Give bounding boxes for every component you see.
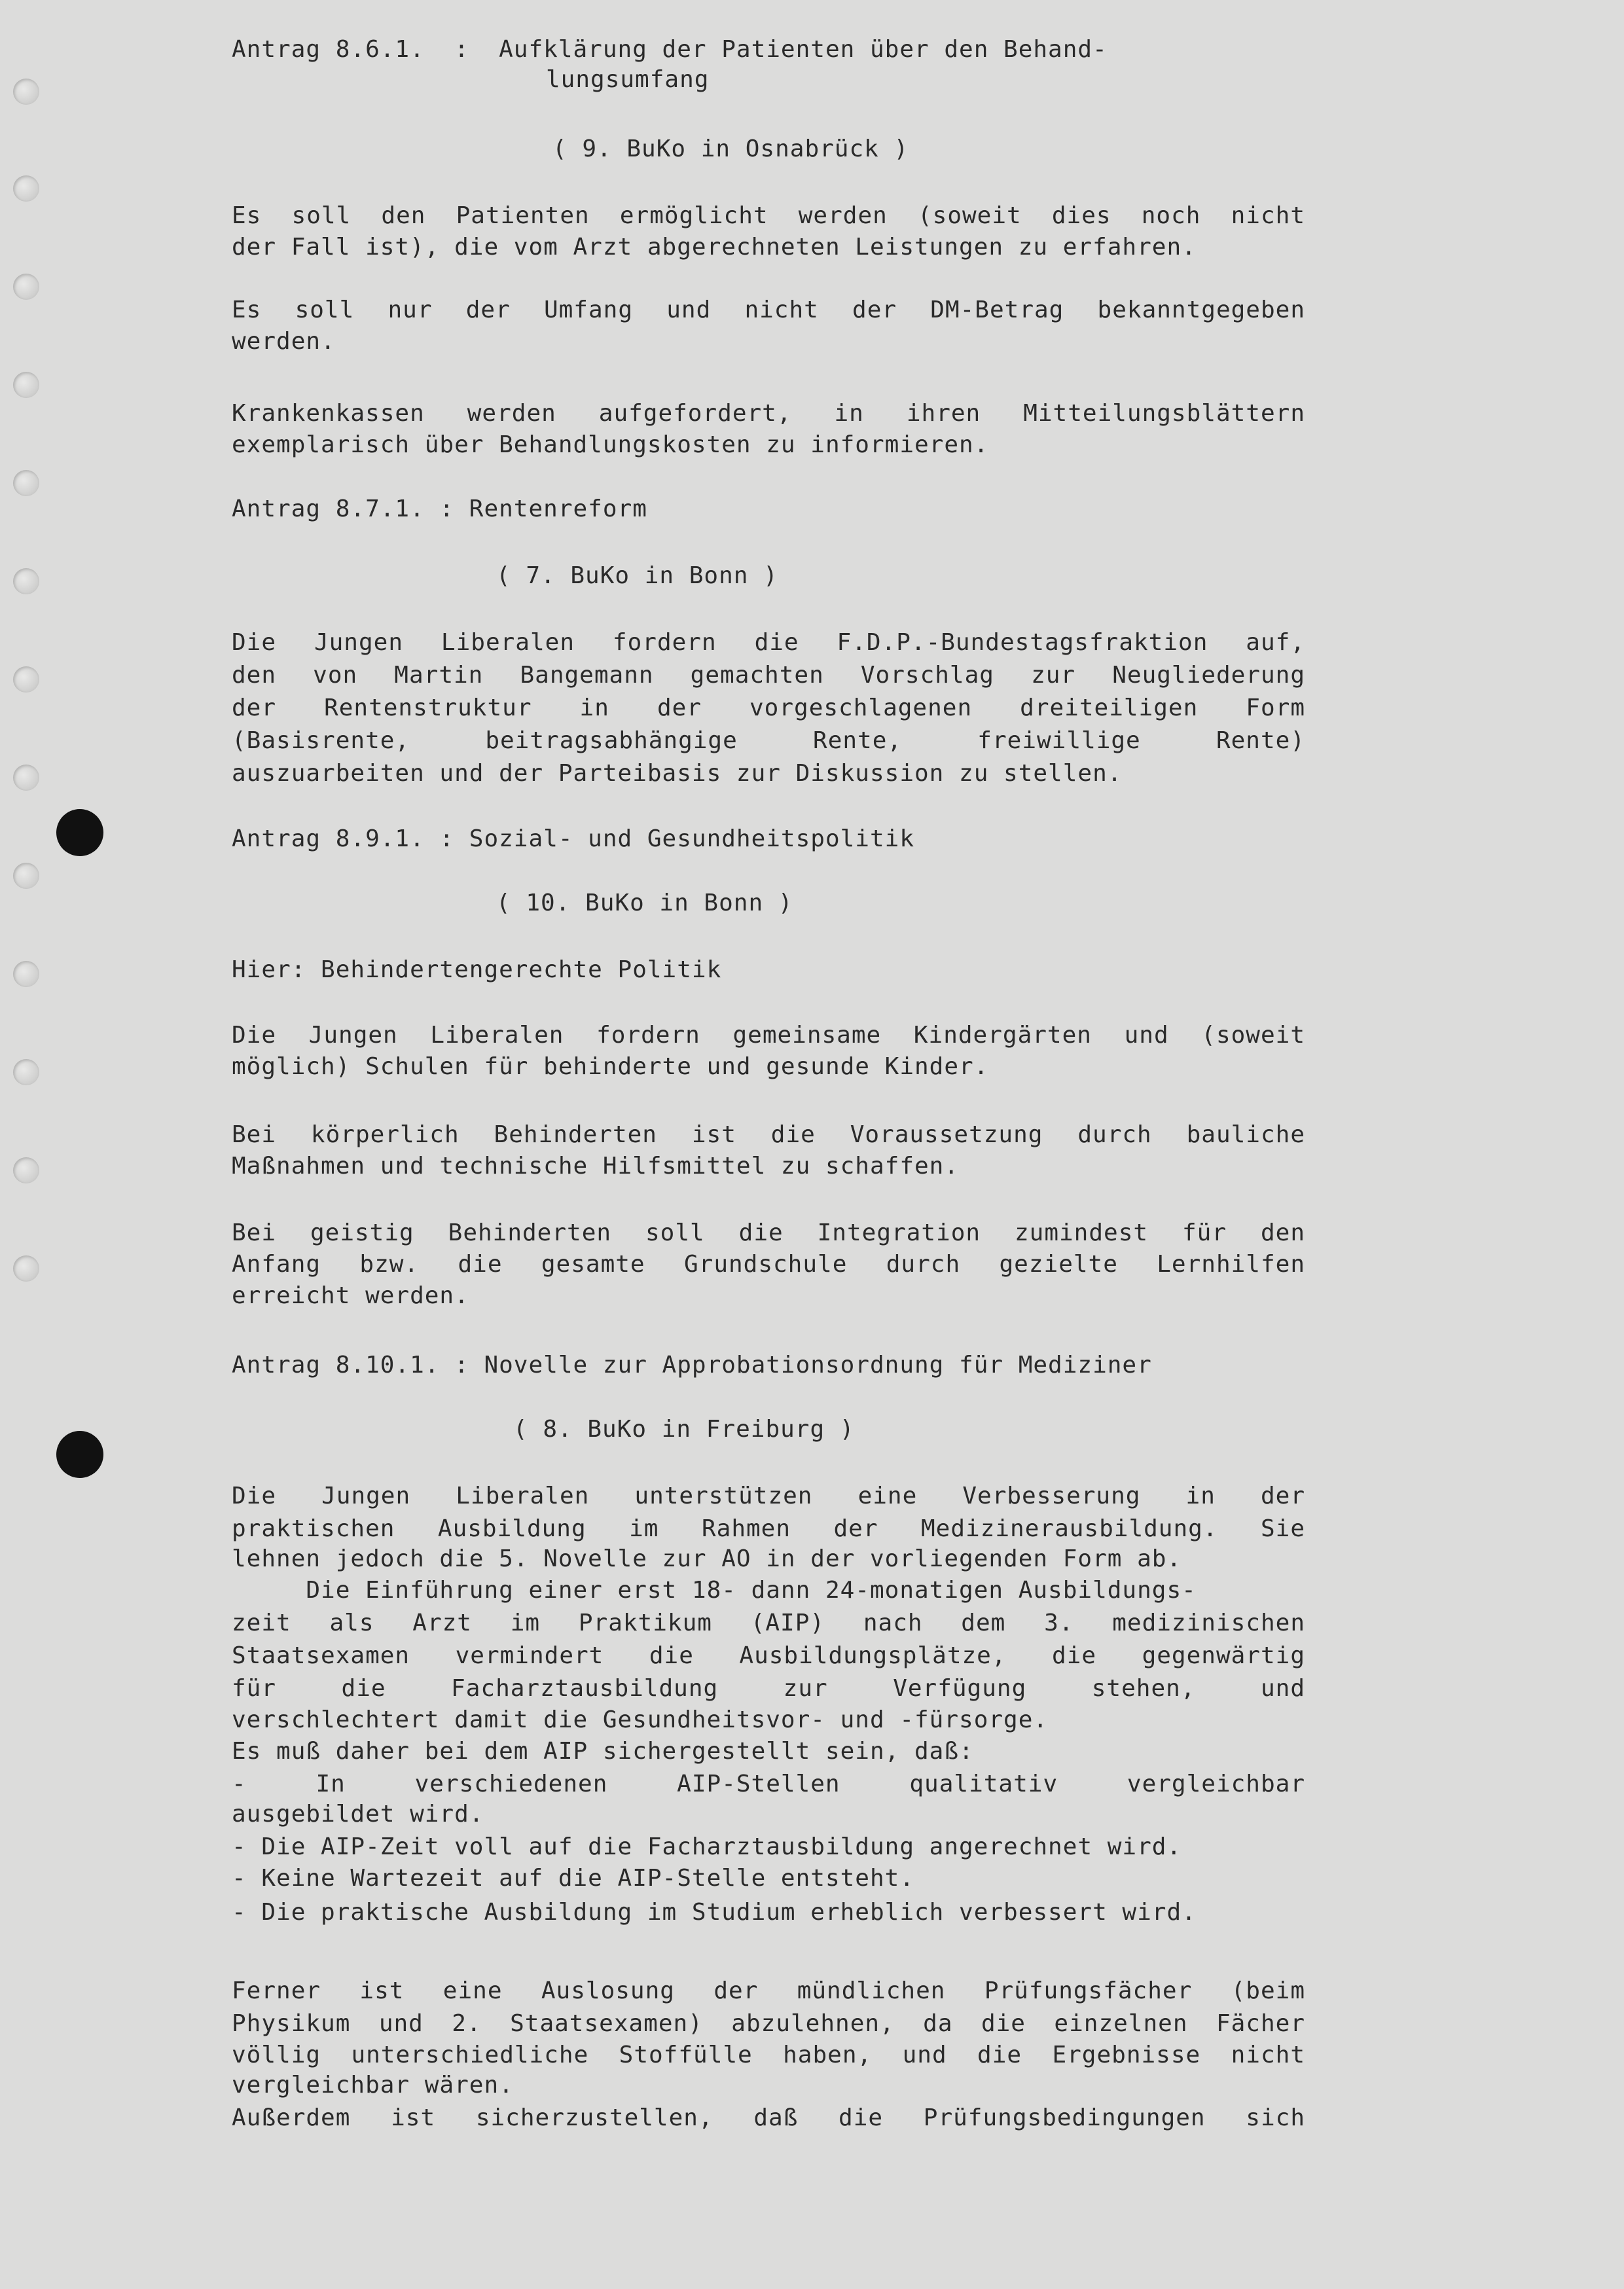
antrag-heading: Antrag 8.7.1. : Rentenreform — [232, 496, 647, 522]
paragraph-line: exemplarisch über Behandlungskosten zu informieren. — [232, 431, 989, 458]
paragraph-line: der Fall ist), die vom Arzt abgerechneten Leistungen zu erfahren. — [232, 234, 1197, 261]
buko-reference: ( 9. BuKo in Osnabrück ) — [552, 135, 909, 162]
paragraph-line: lehnen jedoch die 5. Novelle zur AO in der vorliegenden Form ab. — [232, 1545, 1182, 1572]
punch-hole-icon — [13, 79, 39, 105]
punch-hole-icon — [13, 274, 39, 300]
antrag-heading-continued: lungsumfang — [546, 66, 710, 93]
paragraph-line: möglich) Schulen für behinderte und gesunde Kinder. — [232, 1053, 989, 1080]
punch-hole-icon — [13, 175, 39, 202]
list-item: - Die praktische Ausbildung im Studium erheblich verbessert wird. — [232, 1899, 1197, 1926]
paragraph-line: vergleichbar wären. — [232, 2072, 514, 2099]
paragraph-line: Die Jungen Liberalen fordern gemeinsame Kindergärten und (soweit — [232, 1022, 1305, 1049]
buko-reference: ( 10. BuKo in Bonn ) — [496, 890, 793, 916]
paragraph-line: für die Facharztausbildung zur Verfügung stehen, und — [232, 1675, 1305, 1702]
punch-hole-icon — [13, 1059, 39, 1085]
paragraph-line: (Basisrente, beitragsabhängige Rente, freiwillige Rente) — [232, 727, 1305, 754]
paragraph-line: Ferner ist eine Auslosung der mündlichen Prüfungsfächer (beim — [232, 1977, 1305, 2004]
punch-hole-icon — [13, 1157, 39, 1183]
paragraph-line: Es muß daher bei dem AIP sichergestellt sein, daß: — [232, 1738, 974, 1765]
punch-hole-icon — [13, 666, 39, 693]
list-item: ausgebildet wird. — [232, 1801, 484, 1828]
punch-hole-icon — [13, 470, 39, 496]
paragraph-line: zeit als Arzt im Praktikum (AIP) nach dem 3. medizinischen — [232, 1610, 1305, 1636]
punch-hole-icon — [13, 1255, 39, 1282]
list-item: - In verschiedenen AIP-Stellen qualitativ vergleichbar — [232, 1771, 1305, 1797]
list-item: - Die AIP-Zeit voll auf die Facharztausbildung angerechnet wird. — [232, 1833, 1182, 1860]
paragraph-line: Bei körperlich Behinderten ist die Voraussetzung durch bauliche — [232, 1121, 1305, 1148]
list-item: - Keine Wartezeit auf die AIP-Stelle entsteht. — [232, 1865, 914, 1892]
antrag-heading: Antrag 8.6.1. : Aufklärung der Patienten über den Behand- — [232, 36, 1108, 63]
paragraph-line: Die Jungen Liberalen fordern die F.D.P.-Bundestagsfraktion auf, — [232, 629, 1305, 656]
paragraph-line: Bei geistig Behinderten soll die Integration zumindest für den — [232, 1219, 1305, 1246]
paragraph-line: Krankenkassen werden aufgefordert, in ihren Mitteilungsblättern — [232, 400, 1305, 427]
antrag-heading: Antrag 8.10.1. : Novelle zur Approbationsordnung für Mediziner — [232, 1352, 1152, 1379]
paragraph-line: verschlechtert damit die Gesundheitsvor- und -fürsorge. — [232, 1706, 1049, 1733]
paragraph-line: völlig unterschiedliche Stoffülle haben, und die Ergebnisse nicht — [232, 2042, 1305, 2068]
paragraph-line: Außerdem ist sicherzustellen, daß die Prüfungsbedingungen sich — [232, 2104, 1305, 2131]
paragraph-line: Die Einführung einer erst 18- dann 24-monatigen Ausbildungs- — [232, 1577, 1197, 1604]
paragraph-line: praktischen Ausbildung im Rahmen der Medizinerausbildung. Sie — [232, 1515, 1305, 1542]
buko-reference: ( 7. BuKo in Bonn ) — [496, 562, 778, 589]
binder-hole-icon — [56, 809, 103, 856]
punch-hole-icon — [13, 863, 39, 889]
paragraph-line: den von Martin Bangemann gemachten Vorschlag zur Neugliederung — [232, 662, 1305, 689]
paragraph-line: Es soll den Patienten ermöglicht werden (soweit dies noch nicht — [232, 202, 1305, 229]
paragraph-line: Anfang bzw. die gesamte Grundschule durch gezielte Lernhilfen — [232, 1251, 1305, 1278]
punch-hole-icon — [13, 765, 39, 791]
subheading: Hier: Behindertengerechte Politik — [232, 956, 722, 983]
punch-hole-icon — [13, 961, 39, 987]
paragraph-line: auszuarbeiten und der Parteibasis zur Diskussion zu stellen. — [232, 760, 1123, 787]
antrag-heading: Antrag 8.9.1. : Sozial- und Gesundheitspolitik — [232, 825, 914, 852]
punch-hole-icon — [13, 372, 39, 398]
paragraph-line: Staatsexamen vermindert die Ausbildungsplätze, die gegenwärtig — [232, 1642, 1305, 1669]
paragraph-line: der Rentenstruktur in der vorgeschlagenen dreiteiligen Form — [232, 694, 1305, 721]
paragraph-line: Es soll nur der Umfang und nicht der DM-Betrag bekanntgegeben — [232, 297, 1305, 323]
paragraph-line: erreicht werden. — [232, 1282, 469, 1309]
binder-hole-icon — [56, 1431, 103, 1478]
paragraph-line: Maßnahmen und technische Hilfsmittel zu schaffen. — [232, 1153, 960, 1180]
paragraph-line: werden. — [232, 328, 336, 355]
buko-reference: ( 8. BuKo in Freiburg ) — [513, 1416, 855, 1443]
paragraph-line: Die Jungen Liberalen unterstützen eine Verbesserung in der — [232, 1483, 1305, 1509]
punch-hole-icon — [13, 568, 39, 594]
paragraph-line: Physikum und 2. Staatsexamen) abzulehnen, da die einzelnen Fächer — [232, 2010, 1305, 2037]
